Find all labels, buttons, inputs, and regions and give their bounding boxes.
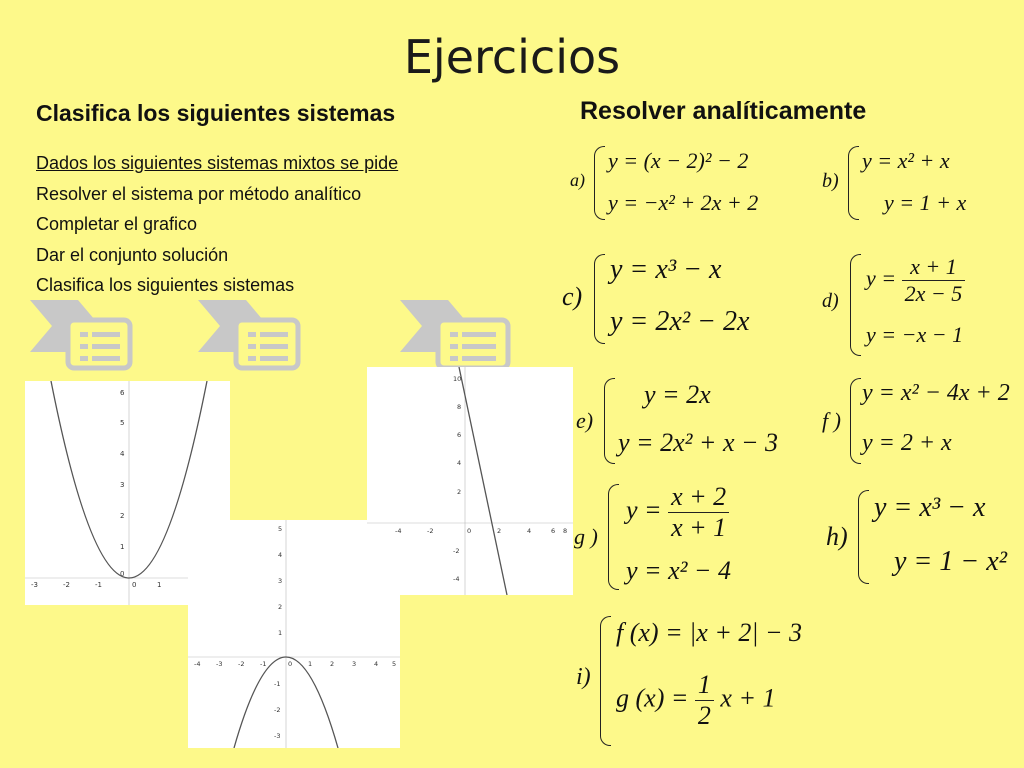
numerator: x + 2 [668,482,729,513]
right-heading: Resolver analíticamente [580,97,867,125]
y-tick-label: 4 [278,551,283,559]
y-tick-label: 0 [120,570,125,578]
x-tick-label: 3 [352,660,357,668]
equation: y = x² + x [862,148,950,173]
system-h [824,486,1024,586]
system-label: c) [562,282,583,311]
equation: y = 2 + x [862,430,952,456]
x-tick-label: -2 [427,527,434,535]
y-tick-label: 5 [278,525,283,533]
system-e [572,374,802,466]
instruction-item: Dar el conjunto solución [36,244,229,265]
y-tick-label: 2 [278,603,283,611]
brace [608,484,619,590]
x-tick-label: 5 [392,660,397,668]
brace [604,378,615,464]
system-label: h) [826,522,848,551]
equation: y = 2x² + x − 3 [618,428,779,457]
system-c [560,248,800,348]
x-tick-label: 1 [308,660,313,668]
y-tick-label: 4 [120,450,125,458]
equation-rhs: x + 1 [720,683,776,713]
brace [850,254,861,356]
system-d [820,250,1020,360]
equation: y = x² − 4 [626,556,731,585]
x-tick-label: -2 [238,660,245,668]
brace [594,146,605,220]
brace [594,254,605,344]
equation: y = 2x² − 2x [610,306,750,337]
x-tick-label: 2 [497,527,502,535]
left-heading: Clasifica los siguientes sistemas [36,100,396,126]
denominator: x + 1 [671,513,727,542]
y-tick-label: 6 [120,389,125,397]
equation [626,482,729,543]
graph-line [367,367,573,595]
equation: y = −x² + 2x + 2 [608,190,759,215]
equation: f (x) = |x + 2| − 3 [616,618,803,647]
equation: y = −x − 1 [866,322,964,347]
equation: y = x³ − x [874,492,986,523]
system-label: b) [822,170,839,192]
x-tick-label: 2 [330,660,335,668]
brace [848,146,859,220]
y-tick-label: 6 [457,431,462,439]
y-tick-label: -1 [274,680,281,688]
system-label: i) [576,664,591,690]
x-tick-label: 1 [157,581,162,589]
instructions-list [36,148,398,301]
brace [600,616,611,746]
x-tick-label: -3 [216,660,223,668]
y-tick-label: 1 [278,629,283,637]
x-tick-label: 8 [563,527,568,535]
x-tick-label: 0 [288,660,293,668]
y-tick-label: 2 [457,488,462,496]
system-i [572,610,832,750]
x-tick-label: -1 [260,660,267,668]
equation [616,670,776,731]
equation: y = x³ − x [610,254,722,285]
y-tick-label: 10 [453,375,462,383]
x-tick-label: -4 [395,527,402,535]
x-tick-label: -4 [194,660,201,668]
system-label: g ) [574,524,598,549]
system-g [572,480,792,592]
line-curve [459,367,507,595]
system-b [820,142,1010,222]
brace [850,378,861,464]
instruction-item: Clasifica los siguientes sistemas [36,275,295,295]
numerator: 1 [695,670,714,701]
equation [866,254,965,307]
y-tick-label: -3 [274,732,281,740]
equation-lhs: y = [626,495,662,525]
y-tick-label: -2 [274,706,281,714]
fraction [695,670,714,731]
instruction-item: Completar el grafico [36,214,198,234]
numerator: x + 1 [902,254,966,281]
y-tick-label: 8 [457,403,462,411]
list-icon [196,298,306,372]
equation: y = 2x [644,380,711,409]
system-label: d) [822,290,839,312]
list-icon [28,298,138,372]
x-tick-label: 6 [551,527,556,535]
y-tick-label: 2 [120,512,125,520]
y-tick-label: -2 [453,547,460,555]
equation-lhs: g (x) = [616,683,689,713]
equation: y = x² − 4x + 2 [862,380,1010,406]
x-tick-label: -2 [63,581,70,589]
system-a [568,142,798,222]
y-tick-label: 3 [120,481,125,489]
denominator: 2 [697,701,711,730]
equation: y = 1 − x² [894,546,1008,577]
instruction-intro: Dados los siguientes sistemas mixtos se pide [36,153,399,173]
y-tick-label: 3 [278,577,283,585]
list-icon [398,298,516,372]
x-tick-label: 4 [527,527,532,535]
y-tick-label: 5 [120,419,125,427]
system-label: e) [576,408,594,433]
system-f [820,374,1020,466]
brace [858,490,869,584]
x-tick-label: 4 [374,660,379,668]
x-tick-label: 0 [132,581,137,589]
page-title: Ejercicios [403,30,621,84]
fraction [902,254,966,307]
x-tick-label: -3 [31,581,38,589]
y-tick-label: 1 [120,543,125,551]
x-tick-label: -1 [95,581,102,589]
equation: y = (x − 2)² − 2 [608,148,749,173]
equation: y = 1 + x [884,190,967,215]
y-tick-label: -4 [453,575,460,583]
instruction-item: Resolver el sistema por método analítico [36,183,362,204]
denominator: 2x − 5 [904,281,963,306]
system-label: f ) [822,408,841,433]
y-tick-label: 4 [457,459,462,467]
x-tick-label: 0 [467,527,472,535]
equation-lhs: y = [866,265,897,291]
system-label: a) [570,170,585,190]
fraction [668,482,729,543]
